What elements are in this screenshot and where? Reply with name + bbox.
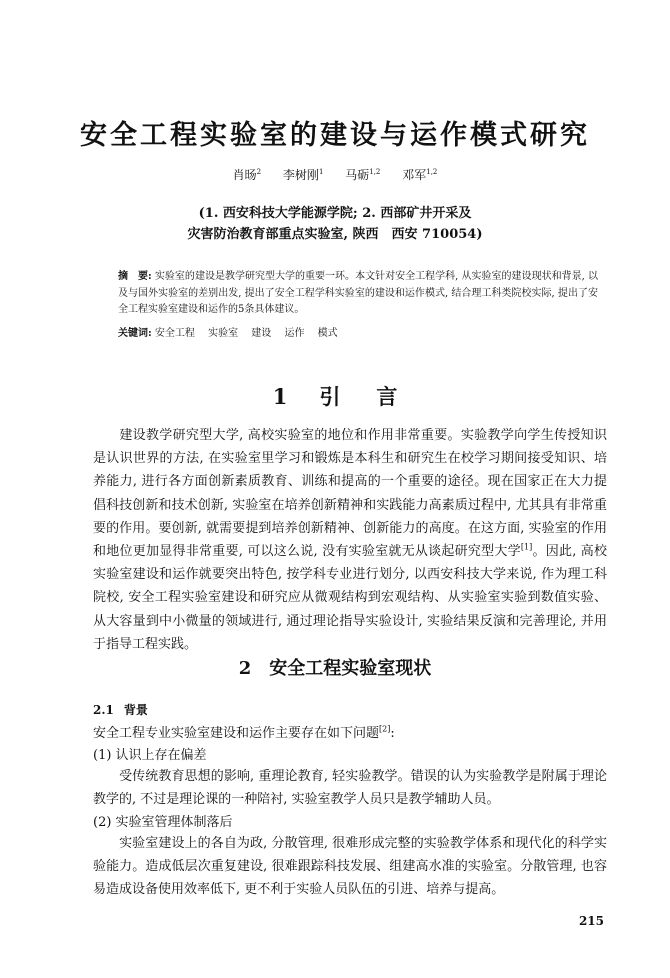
keyword: 建设	[251, 328, 272, 339]
abstract	[118, 269, 598, 319]
abstract-label: 摘 要:	[118, 271, 152, 282]
affiliation-line-2: 灾害防治教育部重点实验室, 陕西 西安 710054)	[187, 227, 483, 242]
section-2-heading	[0, 654, 670, 680]
keyword: 运作	[284, 328, 305, 339]
affiliation-line-1: (1. 西安科技大学能源学院; 2. 西部矿井开采及	[198, 206, 472, 221]
subsection-heading	[93, 701, 148, 718]
abstract-text: 实验室的建设是教学研究型大学的重要一环。本文针对安全工程学科, 从实验室的建设现状和背景, 以及与国外实验室的差别出发, 提出了安全工程学科实验室的建设和运作模式, 结合理工科类院校实际, 提出了安全工程实验室建设和运作的5条具体建议。	[118, 271, 598, 315]
author: 马砺$^{1,2}$	[345, 168, 381, 182]
section-title-part: 言	[376, 384, 398, 409]
list-item-body: 实验室建设上的各自为政, 分散管理, 很难形成完整的实验教学体系和现代化的科学实验能力。造成低层次重复建设, 很难跟踪科技发展、组建高水准的实验室。分散管理, 也容易造成设备使用效率低下, 更不利于实验人员队伍的引进、培养与提高。	[93, 836, 607, 898]
author-list	[0, 166, 670, 183]
keywords	[118, 324, 598, 339]
section-1-heading	[0, 381, 670, 411]
list-item-body: 受传统教育思想的影响, 重理论教育, 轻实验教学。错误的认为实验教学是附属于理论教学的, 不过是理论课的一种陪衬, 实验室教学人员只是教学辅助人员。	[93, 769, 607, 808]
citation: [2]	[379, 724, 391, 734]
keywords-label: 关键词:	[118, 328, 152, 339]
introduction-paragraph: 建设教学研究型大学, 高校实验室的地位和作用非常重要。实验教学向学生传授知识是认识世界的方法, 在实验室里学习和锻炼是本科生和研究生在校学习期间接受知识、培养能力, 进行各方面创新素质教育、训练和提高的一个重要的途径。现在国家正在大力提倡科技创新和技术创新, 实验室在培养创新精神和实践能力高素质过程中, 尤其具有非常重要的作用。要创新, 就需要提到培养创新精神、创新能力的高度。在这方面, 实验室的作用和地位更加显得非常重要, 可以这么说, 没有实验室就无从谈起研究型大学[1]。因此, 高校实验室建设和运作就要突出特色, 按学科专业进行划分, 以西安科技大学来说, 作为理工科院校, 安全工程实验室建设和研究应从微观结构到宏观结构、从实验室实验到数值实验、从大容量到中小微量的领域进行, 通过理论指导实验设计, 实验结果反演和完善理论, 并用于指导工程实践。	[93, 428, 608, 652]
section-title-part: 引	[319, 384, 341, 409]
author: 肖旸$^2$	[232, 168, 262, 182]
author: 邓军$^{1,2}$	[402, 168, 438, 182]
keyword: 安全工程	[154, 328, 195, 339]
list-item-heading: (1) 认识上存在偏差	[93, 748, 207, 763]
citation: [1]	[520, 542, 533, 552]
keyword: 实验室	[208, 328, 239, 339]
keyword: 模式	[317, 328, 338, 339]
intro-line: 安全工程专业实验室建设和运作主要存在如下问题[2]:	[93, 724, 395, 741]
section-number: 1	[272, 384, 288, 409]
list-item-heading: (2) 实验室管理体制落后	[93, 815, 233, 830]
section-number: 2	[238, 658, 252, 679]
subsection-number: 2.1	[93, 703, 114, 717]
section-title: 安全工程实验室现状	[269, 658, 432, 679]
page-number: 215	[578, 914, 604, 928]
author: 李树刚$^1$	[282, 168, 324, 182]
subsection-title: 背景	[123, 703, 148, 717]
paper-title: 安全工程实验室的建设与运作模式研究	[80, 120, 590, 151]
